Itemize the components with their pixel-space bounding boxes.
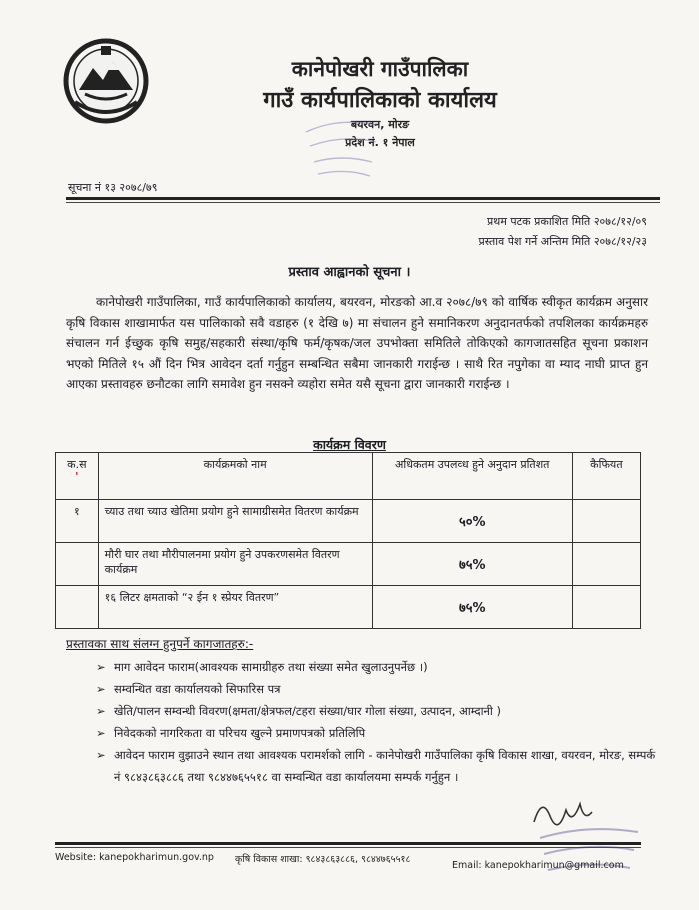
list-item-text: सम्वन्धित वडा कार्यालयको सिफारिस पत्र: [114, 682, 281, 696]
list-item-text: निवेदकको नागरिकता वा परिचय खुल्ने प्रमाणपत्रको प्रतिलिपि: [114, 726, 366, 740]
row-name: मौरी घार तथा मौरीपालनमा प्रयोग हुने उपकरणसमेत वितरण कार्यक्रम: [98, 543, 372, 586]
header-pct: अधिकतम उपलव्ध हुने अनुदान प्रतिशत: [372, 453, 572, 500]
list-item: [96, 700, 656, 722]
row-name: १६ लिटर क्षमताको “२ ईन १ स्प्रेयर वितरण”: [98, 586, 372, 629]
row-pct: ७५%: [372, 543, 572, 586]
red-mark: ': [75, 470, 79, 483]
office-name: गाउँ कार्यपालिकाको कार्यालय: [263, 88, 497, 113]
header-rule: [66, 197, 660, 200]
address-line-1: बयरवन, मोरङ: [350, 118, 410, 131]
last-submission-date: प्रस्ताव पेश गर्ने अन्तिम मिति २०७८/१२/२३: [478, 235, 647, 248]
row-remarks: [572, 586, 640, 629]
footer-rule: [55, 842, 641, 845]
first-published-date: प्रथम पटक प्रकाशित मिति २०७८/१२/०९: [487, 215, 647, 228]
row-pct: ५०%: [372, 500, 572, 543]
address-line-2: प्रदेश नं. १ नेपाल: [345, 136, 415, 149]
table-row: [56, 586, 641, 629]
footer-phone: कृषि विकास शाखा: ९८४३८६३८८६, ९८४४७६५५१८: [235, 854, 411, 865]
documents-list: [96, 656, 656, 788]
org-name: कानेपोखरी गाउँपालिका: [291, 57, 469, 81]
arrow-bullet-icon: ➢: [96, 682, 106, 696]
notice-title: प्रस्ताव आह्वानको सूचना ।: [288, 265, 411, 280]
row-remarks: [572, 500, 640, 543]
footer-rule-thin: [55, 847, 641, 848]
arrow-bullet-icon: ➢: [96, 660, 106, 674]
list-item-text: माग आवेदन फाराम(आवश्यक सामाग्रीहरु तथा संख्या समेत खुलाउनुपर्नेछ ।): [114, 660, 428, 674]
office-stamp-icon: [300, 112, 386, 182]
arrow-bullet-icon: ➢: [96, 726, 106, 740]
list-item: [96, 722, 656, 744]
row-name: च्याउ तथा च्याउ खेतिमा प्रयोग हुने सामाग्रीसमेत वितरण कार्यक्रम: [98, 500, 372, 543]
header-sn: [56, 453, 99, 500]
arrow-bullet-icon: ➢: [96, 748, 106, 762]
row-pct: ७५%: [372, 586, 572, 629]
list-item: [96, 744, 656, 788]
notice-body: कानेपोखरी गाउँपालिका, गाउँ कार्यपालिकाको कार्यालय, बयरवन, मोरङको आ.व २०७८/७९ को वार्षिक स्वीकृत कार्यक्रम अनुसार कृषि विकास शाखामार्फत यस पालिकाको सवै वडाहरु (१ देखि ७) मा संचालन हुने समानिकरण अनुदानतर्फको तपशिलका कार्यक्रमहरु संचालन गर्न ईच्छुक कृषि समुह/सहकारी संस्था/कृषि फर्म/कृषक/जल उपभोक्ता समितिले तोकिएको कागजातसहित सूचना प्रकाशन भएको मितिले १५ औं दिन भित्र आवेदन दर्ता गर्नुहुन सम्बन्धित सबैमा जानकारी गराईन्छ । साथै रित नपुगेका वा म्याद नाघी प्राप्त हुन आएका प्रस्तावहरु छनौटका लागि समावेश हुन नसक्ने व्यहोरा समेत यसै सूचना द्वारा जानकारी गराईन्छ ।: [66, 295, 648, 391]
row-sn: १: [56, 500, 99, 543]
header-rule-thin: [66, 202, 660, 203]
header-remarks: कैफियत: [572, 453, 640, 500]
arrow-bullet-icon: ➢: [96, 704, 106, 718]
table-row: [56, 500, 641, 543]
list-item: [96, 656, 656, 678]
footer-email: Email: kanepokharimun@gmail.com: [452, 860, 624, 871]
header-name: कार्यक्रमको नाम: [98, 453, 372, 500]
documents-title: प्रस्तावका साथ संलग्न हुनुपर्ने कागजातहरु:-: [66, 637, 254, 651]
nepal-emblem-icon: [63, 38, 149, 124]
row-sn: [56, 543, 99, 586]
table-header-row: [56, 453, 641, 500]
table-title: कार्यक्रम विवरण: [313, 437, 386, 452]
notice-reference: सूचना नं १३ २०७८/७९: [68, 181, 158, 194]
row-sn: [56, 586, 99, 629]
program-table: [55, 452, 641, 629]
list-item: [96, 678, 656, 700]
table-row: [56, 543, 641, 586]
footer-website: Website: kanepokharimun.gov.np: [55, 852, 214, 863]
list-item-text: आवेदन फाराम वुझाउने स्थान तथा आवश्यक परामर्शको लागि - कानेपोखरी गाउँपालिका कृषि विकास शाखा, वयरवन, मोरङ, सम्पर्क नं ९८४३८६३८८६ तथा ९८४४७६५५१८ वा सम्वन्धित वडा कार्यालयमा सम्पर्क गर्नुहुन ।: [114, 748, 656, 784]
header-sn-label: क.स: [67, 458, 87, 471]
row-remarks: [572, 543, 640, 586]
list-item-text: खेति/पालन सम्वन्धी विवरण(क्षमता/क्षेत्रफल/टहरा संख्या/घार गोला संख्या, उत्पादन, आम्दानी ): [114, 704, 502, 718]
